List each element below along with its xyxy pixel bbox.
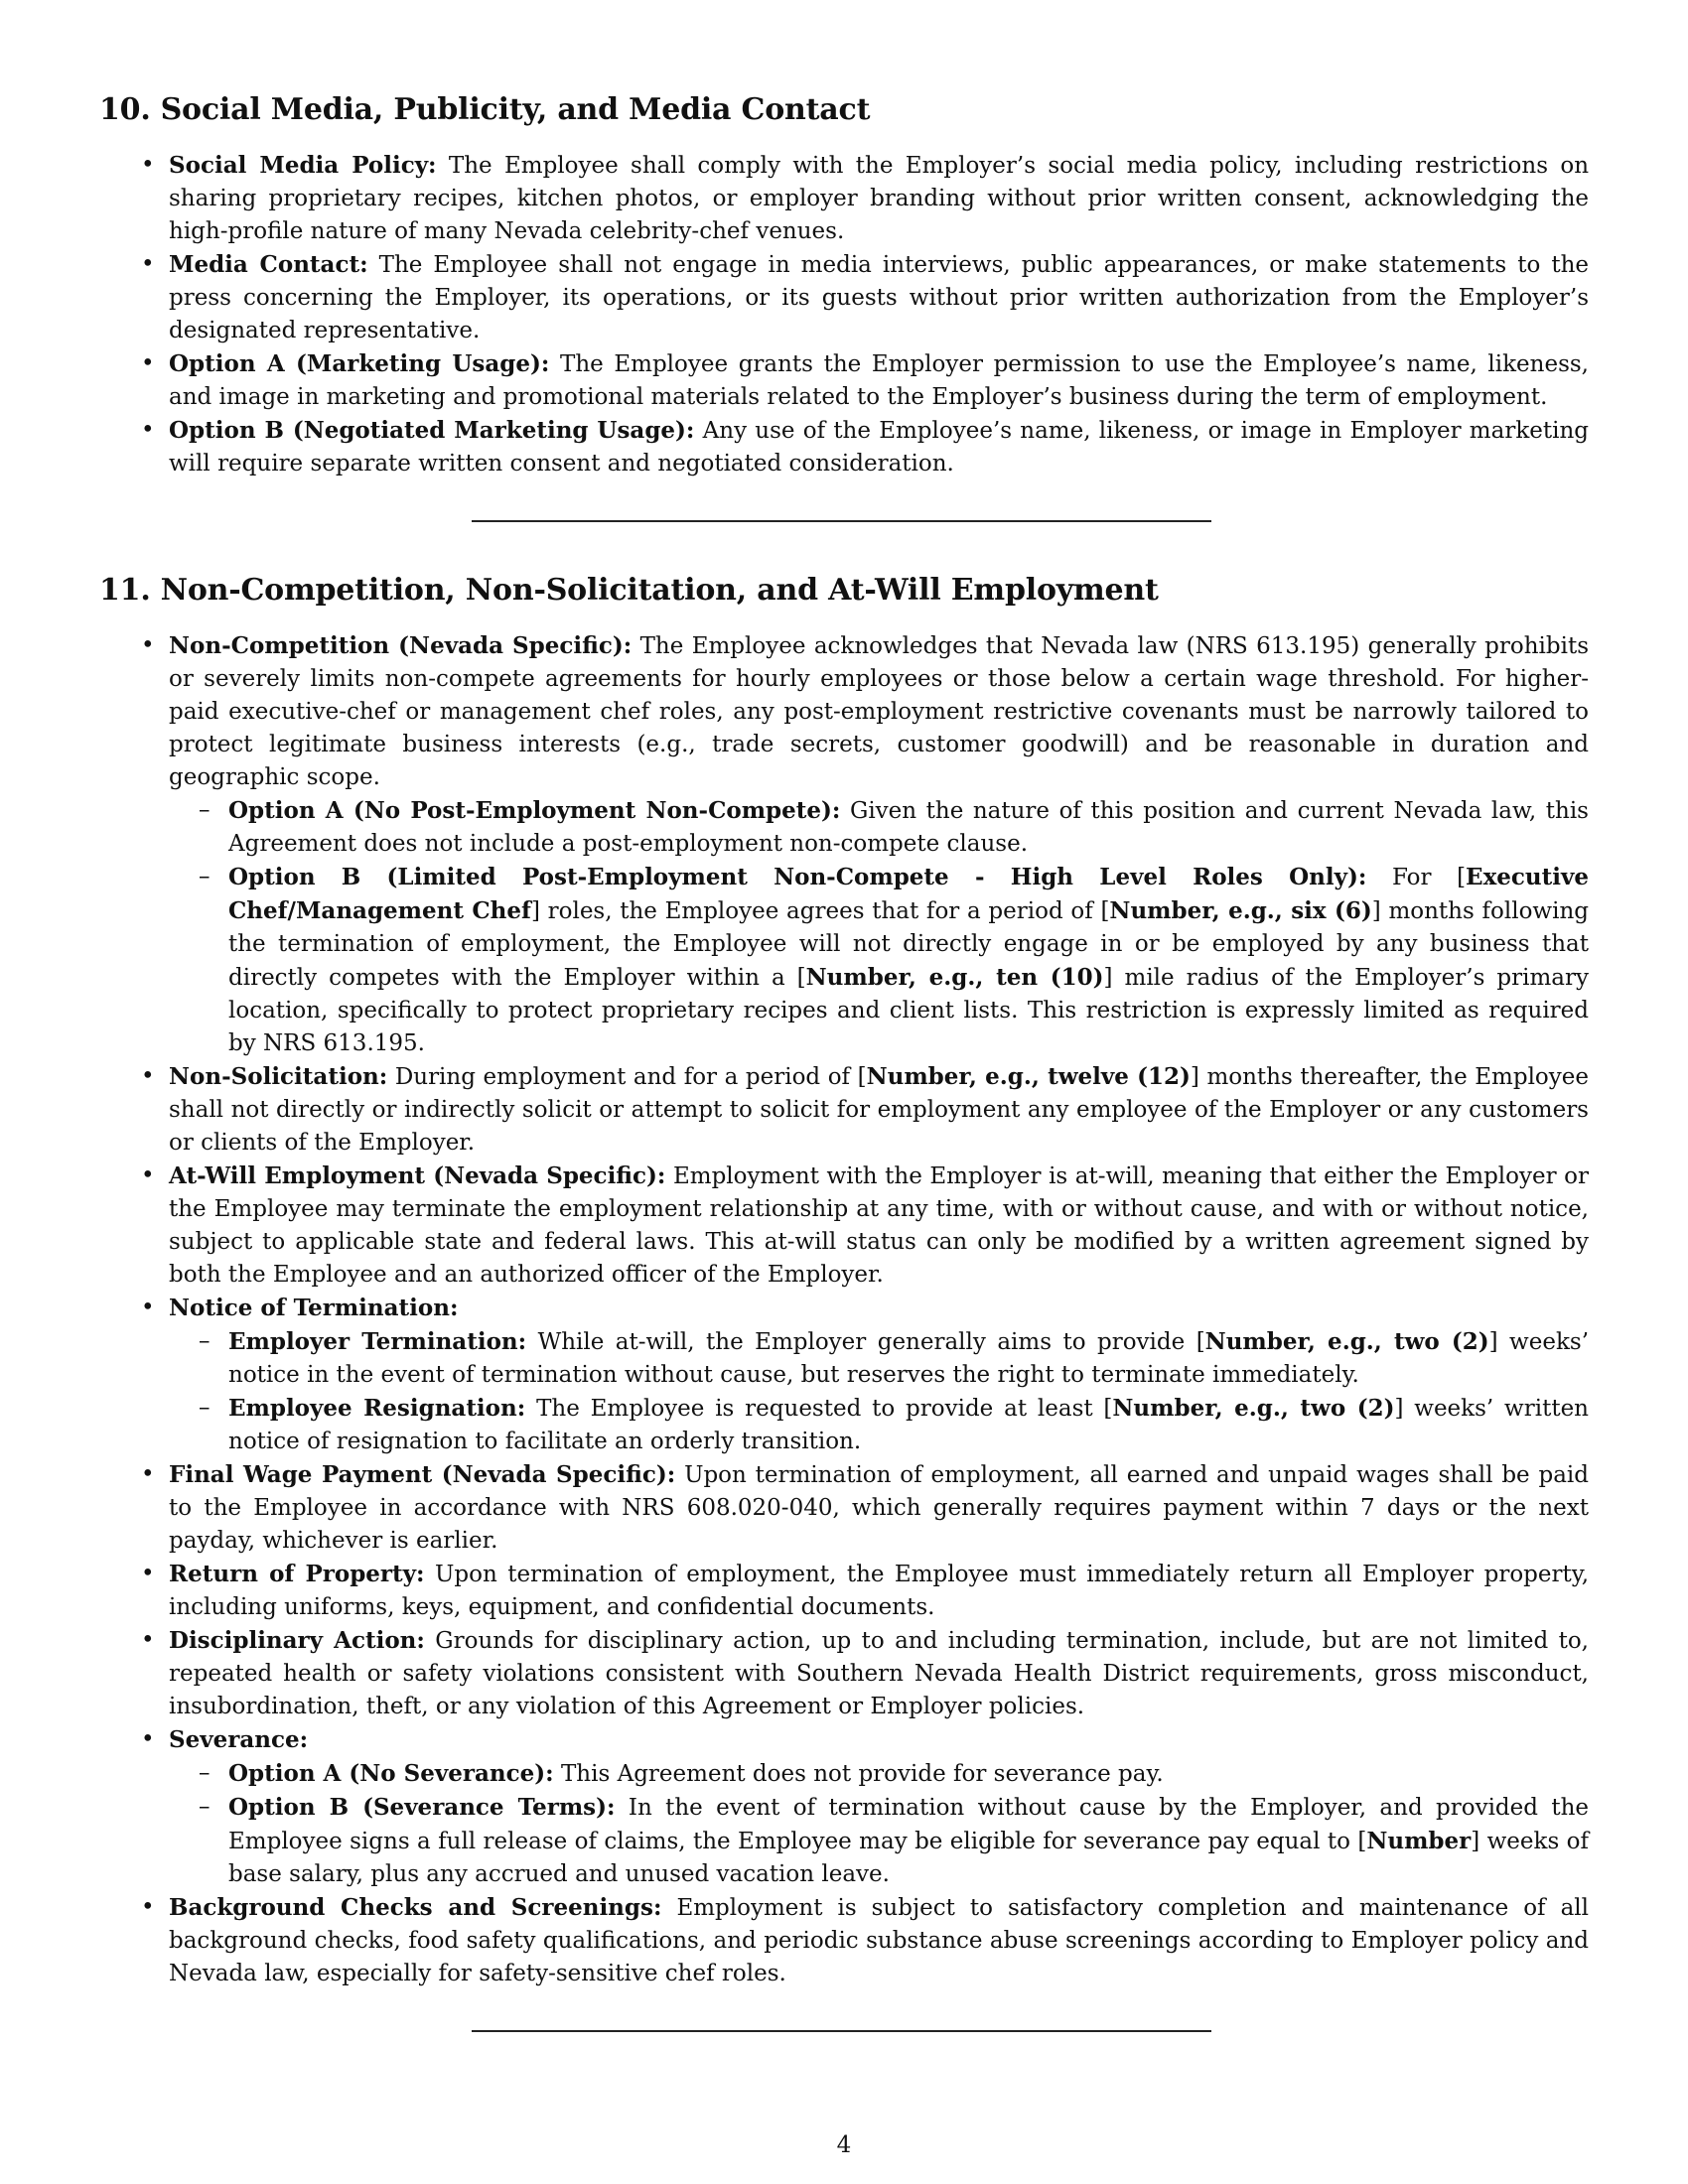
item-text: The Employee is requested to provide at least [ — [536, 1396, 1113, 1422]
item-label: Notice of Termination: — [169, 1295, 459, 1321]
item-text: Employment with the Employer is at-will, meaning that either the Employer or the Employee may terminate the employment relationship at any time, with or without cause, and with or without notice, subject to applicable state and federal laws. This at-will status can only be modified by a written agreement signed by both the Employee and an authorized officer of the Employer. — [169, 1163, 1589, 1288]
item-text: For [ — [1391, 865, 1467, 890]
item-label: Option B (Limited Post-Employment Non-Compete - High Level Roles Only): — [228, 864, 1367, 890]
section-11-heading — [99, 572, 1589, 610]
item-label: Background Checks and Screenings: — [169, 1894, 662, 1921]
section-divider — [472, 520, 1211, 522]
list-item-non-competition — [169, 629, 1589, 1060]
sub-item — [228, 1757, 1589, 1791]
list-item — [169, 414, 1589, 480]
item-text: The Employee shall comply with the Employer’s social media policy, including restrictions on sharing proprietary recipes, kitchen photos, or employer branding without prior written consent, acknowledging the high-profile nature of many Nevada celebrity-chef venues. — [169, 153, 1590, 244]
item-text: This Agreement does not provide for severance pay. — [560, 1761, 1164, 1787]
document-page — [99, 91, 1589, 2082]
list-item-disciplinary — [169, 1624, 1589, 1723]
page-number: 4 — [836, 2132, 852, 2158]
list-item — [169, 347, 1589, 414]
item-text: The Employee shall not engage in media interviews, public appearances, or make statements to the press concerning the Employer, its operations, or its guests without prior written authorization from the Employer’s designated representative. — [169, 252, 1590, 343]
item-text: ] weeks’ notice in the event of termination without cause, but reserves the right to terminate immediately. — [228, 1329, 1590, 1388]
item-label: Option B (Negotiated Marketing Usage): — [169, 417, 695, 444]
placeholder-field: Number, e.g., ten (10) — [805, 964, 1104, 991]
item-label: Non-Solicitation: — [169, 1063, 388, 1090]
item-text: Upon termination of employment, all earned and unpaid wages shall be paid to the Employee in accordance with NRS 608.020-040, which generally requires payment within 7 days or the next payday, whichever is earlier. — [169, 1462, 1590, 1554]
list-item-non-solicitation — [169, 1060, 1589, 1160]
section-10-list — [99, 149, 1589, 480]
list-item-severance — [169, 1723, 1589, 1891]
item-text: Any use of the Employee’s name, likeness, or image in Employer marketing will require separate written consent and negotiated consideration. — [169, 418, 1590, 477]
list-item-at-will — [169, 1160, 1589, 1292]
item-text: The Employee grants the Employer permission to use the Employee’s name, likeness, and image in marketing and promotional materials related to the Employer’s business during the term of employment. — [169, 351, 1589, 410]
item-label: Employer Termination: — [228, 1328, 527, 1355]
sub-item — [228, 861, 1589, 1060]
placeholder-field: Executive Chef/Management Chef — [228, 864, 1590, 924]
item-label: Severance: — [169, 1726, 309, 1753]
section-number: 11. — [99, 573, 151, 608]
item-label: Media Contact: — [169, 251, 368, 278]
item-text: Grounds for disciplinary action, up to and including termination, include, but are not limited to, repeated health or safety violations consistent with Southern Nevada Health District requirements, gross misconduct, insubordination, theft, or any violation of this Agreement or Employer policies. — [169, 1628, 1589, 1719]
item-label: At-Will Employment (Nevada Specific): — [169, 1162, 666, 1189]
section-number: 10. — [99, 92, 151, 127]
section-title: Social Media, Publicity, and Media Contact — [160, 92, 871, 127]
placeholder-field: Number, e.g., twelve (12) — [866, 1063, 1191, 1090]
item-text: While at-will, the Employer generally aims to provide [ — [537, 1329, 1205, 1355]
item-label: Option A (No Post-Employment Non-Compete): — [228, 797, 841, 824]
item-text: ] months thereafter, the Employee shall not directly or indirectly solicit or attempt to solicit for employment any employee of the Employer or any customers or clients of the Employer. — [169, 1064, 1589, 1156]
item-text: Given the nature of this position and current Nevada law, this Agreement does not include a post-employment non-compete clause. — [228, 798, 1589, 857]
item-label: Option B (Severance Terms): — [228, 1794, 616, 1821]
item-label: Social Media Policy: — [169, 152, 437, 179]
item-text: ] months following the termination of employment, the Employee will not directly engage in or be employed by any business that directly competes with the Employer within a [ — [228, 898, 1589, 991]
list-item — [169, 149, 1589, 248]
item-text: The Employee acknowledges that Nevada law (NRS 613.195) generally prohibits or severely limits non-compete agreements for hourly employees or those below a certain wage threshold. For higher-paid executive-chef or management chef roles, any post-employment restrictive covenants must be narrowly tailored to protect legitimate business interests (e.g., trade secrets, customer goodwill) and be reasonable in duration and geographic scope. — [169, 633, 1590, 790]
section-11-list — [99, 629, 1589, 1990]
item-label: Final Wage Payment (Nevada Specific): — [169, 1461, 676, 1488]
item-text: Employment is subject to satisfactory completion and maintenance of all background checks, food safety qualifications, and periodic substance abuse screenings according to Employer policy and Nevada law, especially for safety-sensitive chef roles. — [169, 1895, 1589, 1986]
item-text: ] mile radius of the Employer’s primary location, specifically to protect proprietary recipes and client lists. This restriction is expressly limited as required by NRS 613.195. — [228, 965, 1589, 1056]
sub-list — [169, 1325, 1589, 1458]
item-label: Option A (Marketing Usage): — [169, 350, 550, 377]
item-label: Return of Property: — [169, 1561, 425, 1587]
list-item-background-checks — [169, 1891, 1589, 1990]
item-text: ] weeks of base salary, plus any accrued and unused vacation leave. — [228, 1829, 1590, 1887]
item-text: In the event of termination without cause by the Employer, and provided the Employee signs a full release of claims, the Employee may be eligible for severance pay equal to [ — [228, 1795, 1590, 1854]
placeholder-field: Number — [1366, 1828, 1472, 1854]
list-item-final-wage — [169, 1458, 1589, 1558]
section-10-heading — [99, 91, 1589, 129]
list-item-return-property — [169, 1558, 1589, 1624]
sub-list — [169, 1757, 1589, 1891]
section-title: Non-Competition, Non-Solicitation, and At-Will Employment — [160, 573, 1159, 608]
sub-item — [228, 1325, 1589, 1392]
item-text: Upon termination of employment, the Employee must immediately return all Employer property, including uniforms, keys, equipment, and confidential documents. — [169, 1562, 1590, 1620]
item-label: Disciplinary Action: — [169, 1627, 425, 1654]
sub-list — [169, 794, 1589, 1060]
placeholder-field: Number, e.g., six (6) — [1109, 897, 1372, 924]
sub-item — [228, 1392, 1589, 1458]
sub-item — [228, 794, 1589, 861]
item-label: Employee Resignation: — [228, 1395, 526, 1422]
placeholder-field: Number, e.g., two (2) — [1204, 1328, 1489, 1355]
section-divider — [472, 2030, 1211, 2032]
list-item-notice — [169, 1292, 1589, 1458]
item-text: ] roles, the Employee agrees that for a period of [ — [530, 898, 1110, 924]
list-item — [169, 248, 1589, 347]
sub-item — [228, 1791, 1589, 1891]
item-text: ] weeks’ written notice of resignation to facilitate an orderly transition. — [228, 1396, 1589, 1454]
item-label: Option A (No Severance): — [228, 1760, 554, 1787]
item-text: During employment and for a period of [ — [394, 1064, 867, 1090]
placeholder-field: Number, e.g., two (2) — [1112, 1395, 1395, 1422]
item-label: Non-Competition (Nevada Specific): — [169, 632, 633, 659]
